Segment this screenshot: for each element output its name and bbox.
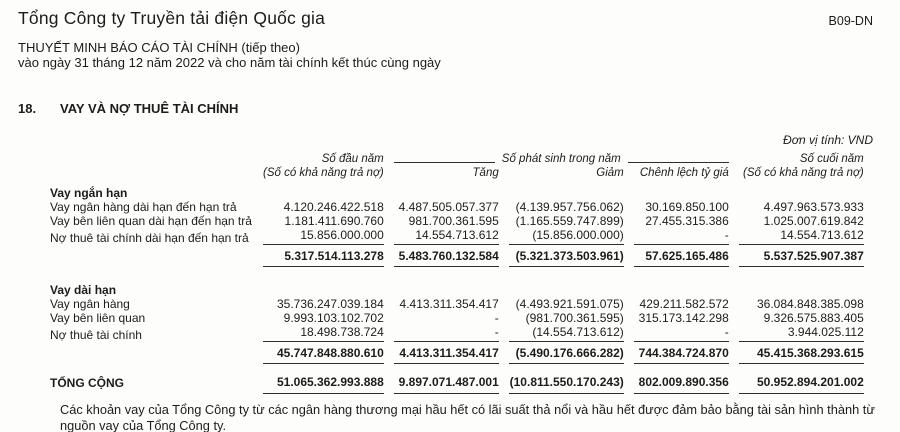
group-header-long-term: [18, 277, 864, 297]
table-cell: 15.856.000.000: [263, 228, 384, 245]
table-cell: 27.455.315.386: [645, 214, 729, 228]
table-cell: 14.554.713.612: [739, 228, 864, 245]
table-row: [18, 297, 864, 311]
group-name: Vay dài hạn: [50, 283, 117, 297]
company-name: Tổng Công ty Truyền tải điện Quốc gia: [18, 8, 326, 28]
col-header-increase: Tăng: [472, 167, 499, 179]
header-spacer: [18, 152, 253, 166]
unit-note: Đơn vị tính: VND: [783, 133, 873, 147]
subtotal-cell: (5.321.373.503.961): [509, 245, 624, 267]
total-cell: 802.009.890.356: [634, 370, 729, 394]
col-header-decrease: Giảm: [596, 167, 624, 179]
footnote-paragraph: Các khoản vay của Tổng Công ty từ các ngân hàng thương mại hầu hết có lãi suất thả nổi và hầu hết được đảm bảo bằng tài sản hình thành từ nguồn vay của Tổng Công ty.: [60, 402, 875, 432]
total-cell: 51.065.362.993.888: [263, 370, 384, 394]
table-cell: 4.120.246.422.518: [283, 200, 384, 214]
row-label: Nợ thuê tài chính: [50, 328, 142, 342]
table-cell: 3.944.025.112: [739, 325, 864, 342]
grand-total-label: TỔNG CỘNG: [50, 376, 124, 390]
table-cell: 429.211.582.572: [639, 297, 729, 311]
table-cell: 981.700.361.595: [408, 214, 499, 228]
table-row: [18, 311, 864, 325]
subtotal-cell: 744.384.724.870: [634, 342, 729, 364]
table-cell: -: [494, 311, 499, 325]
table-cell: 30.169.850.100: [645, 200, 729, 214]
table-row: [18, 214, 864, 228]
table-cell: 18.498.738.724: [263, 325, 384, 342]
table-cell: 1.025.007.619.842: [763, 214, 864, 228]
table-cell: (14.554.713.612): [509, 325, 624, 342]
subtotal-cell: 5.483.760.132.584: [394, 245, 499, 267]
group-header-rule-left: [394, 162, 495, 163]
table-cell: (4.139.957.756.062): [515, 200, 624, 214]
table-cell: -: [394, 325, 499, 342]
col-header-group-label: Số phát sinh trong năm: [501, 153, 621, 165]
table-row: [18, 200, 864, 214]
table-row: [18, 325, 864, 342]
row-label: Vay ngân hàng dài hạn đến hạn trả: [50, 200, 237, 214]
total-cell: 50.952.894.201.002: [739, 370, 864, 394]
group-header-short-term: [18, 180, 864, 200]
table-cell: 1.181.411.690.760: [284, 214, 384, 228]
table-cell: (4.493.921.591.075): [515, 297, 624, 311]
col-header-fx: Chênh lệch tỷ giá: [639, 167, 729, 179]
total-cell: 9.897.071.487.001: [394, 370, 499, 394]
table-header-row-2: [18, 166, 864, 180]
table-cell: (981.700.361.595): [525, 311, 624, 325]
spacer: [18, 267, 864, 277]
section-title: VAY VÀ NỢ THUÊ TÀI CHÍNH: [60, 101, 239, 116]
header-spacer: [18, 166, 253, 180]
subtotal-cell: 45.415.368.293.615: [739, 342, 864, 364]
col-header-closing: Số cuối năm: [799, 153, 864, 165]
col-header-group: [394, 152, 729, 166]
table-cell: 9.993.103.102.702: [283, 311, 384, 325]
row-label: Vay ngân hàng: [50, 297, 130, 311]
table-cell: 35.736.247.039.184: [276, 297, 384, 311]
group-header-rule-right: [628, 162, 729, 163]
row-label: Nợ thuê tài chính dài hạn đến hạn trả: [50, 231, 249, 245]
table-cell: 4.413.311.354.417: [399, 297, 499, 311]
document-title: THUYẾT MINH BÁO CÁO TÀI CHÍNH (tiếp theo): [18, 40, 300, 55]
table-cell: 14.554.713.612: [394, 228, 499, 245]
subtotal-cell: 57.625.165.486: [634, 245, 729, 267]
section-number: 18.: [18, 101, 37, 116]
col-header-opening-sub: (Số có khả năng trả nợ): [263, 167, 384, 179]
table-row: [18, 228, 864, 245]
table-cell: 36.084.848.385.098: [756, 297, 864, 311]
row-label: Vay bên liên quan: [50, 311, 146, 325]
grand-total-row: [18, 370, 864, 394]
subtotal-cell: 4.413.311.354.417: [394, 342, 499, 364]
table-cell: -: [634, 325, 729, 342]
form-code: B09-DN: [828, 14, 873, 28]
group-name: Vay ngắn hạn: [50, 186, 128, 200]
col-header-opening: Số đầu năm: [321, 153, 384, 165]
table-cell: 9.326.575.883.405: [763, 311, 864, 325]
row-label: Vay bên liên quan dài hạn đến hạn trả: [50, 214, 252, 228]
table-header-row-1: [18, 152, 864, 166]
document-title-block: [18, 40, 900, 70]
section-heading: [18, 101, 900, 116]
subtotal-cell: 45.747.848.880.610: [263, 342, 384, 364]
subtotal-cell: 5.537.525.907.387: [739, 245, 864, 267]
subtotal-cell: (5.490.176.666.282): [509, 342, 624, 364]
table-cell: (15.856.000.000): [509, 228, 624, 245]
subtotal-cell: 5.317.514.113.278: [263, 245, 384, 267]
table-cell: 4.497.963.573.933: [763, 200, 864, 214]
document-subtitle: vào ngày 31 tháng 12 năm 2022 và cho năm tài chính kết thúc cùng ngày: [18, 55, 441, 70]
subtotal-row-long-term: [18, 342, 864, 364]
page-header: [18, 8, 873, 29]
subtotal-row-short-term: [18, 245, 864, 267]
total-cell: (10.811.550.170.243): [509, 370, 624, 394]
table-cell: 4.487.505.057.377: [398, 200, 499, 214]
table-cell: 315.173.142.298: [638, 311, 729, 325]
table-cell: (1.165.559.747.899): [515, 214, 624, 228]
table-cell: -: [634, 228, 729, 245]
col-header-closing-sub: (Số có khả năng trả nợ): [743, 167, 864, 179]
loans-table: [8, 152, 874, 394]
